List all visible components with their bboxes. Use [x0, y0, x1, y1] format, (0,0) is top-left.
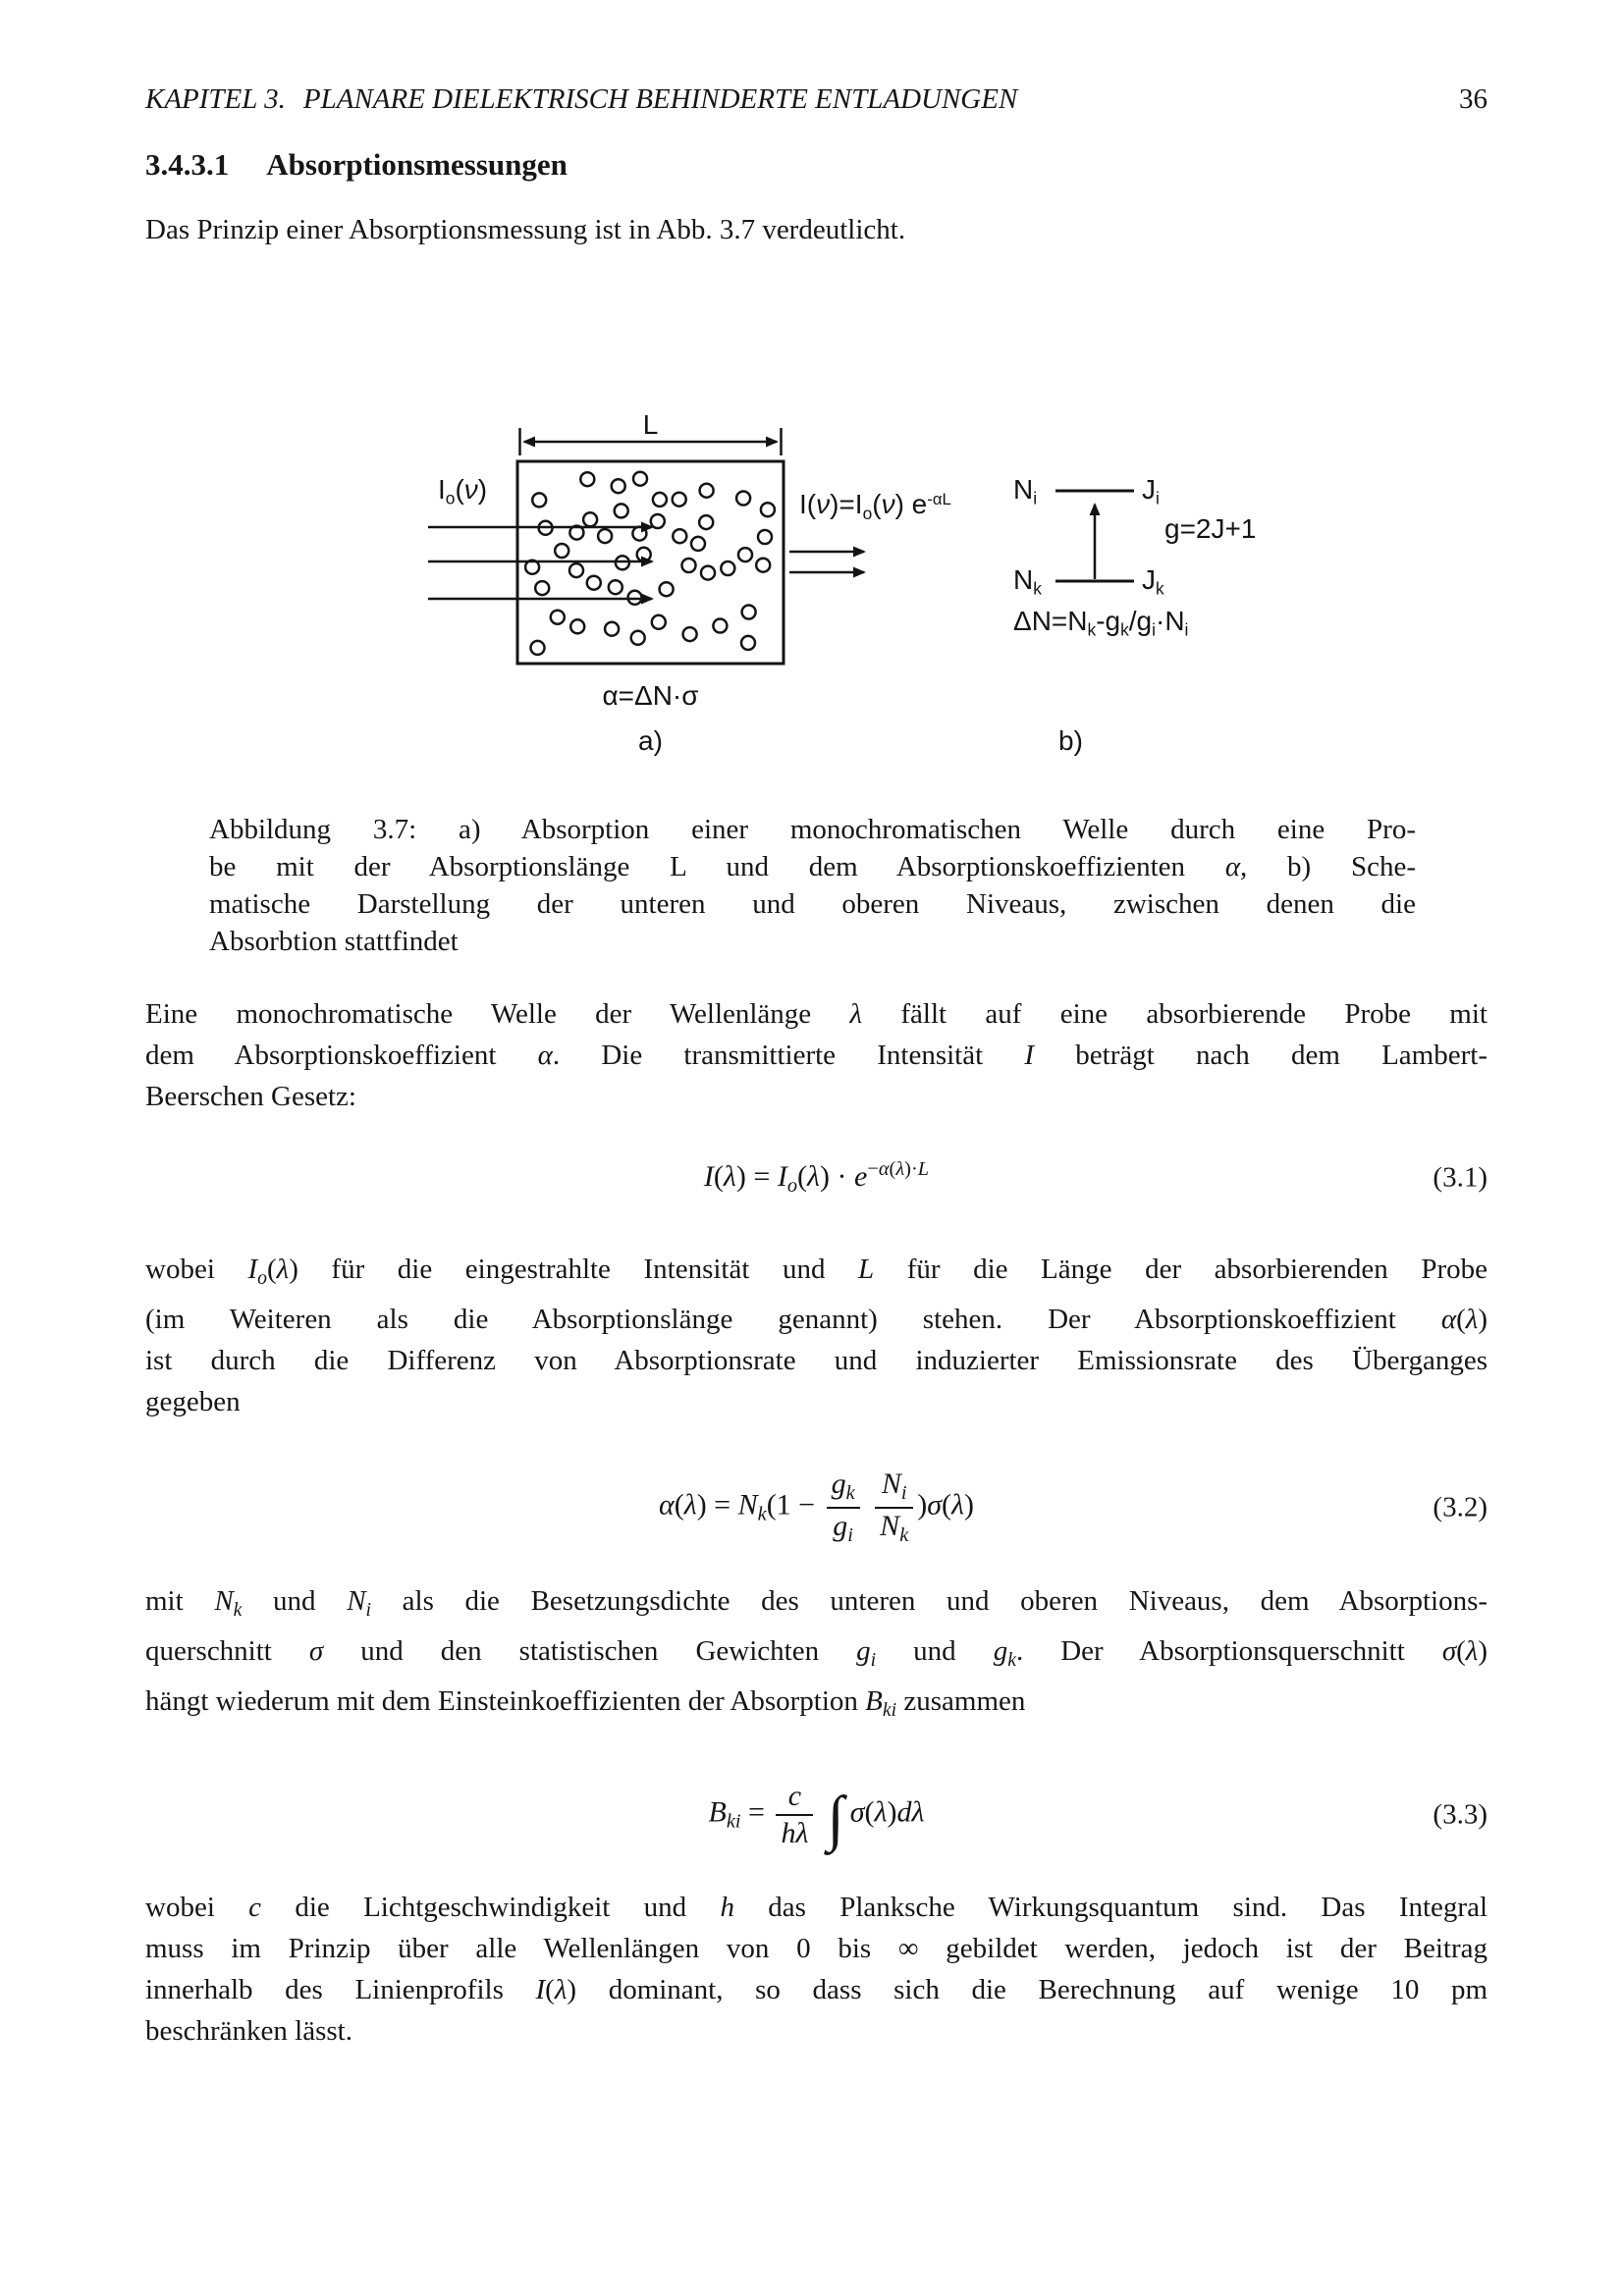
section-heading [145, 147, 1488, 183]
paragraph-lambert-beer [145, 993, 1488, 1117]
page-header [145, 83, 1488, 115]
text-line: Abbildung 3.7: a) Absorption einer monochromatischen Welle durch eine Pro- [209, 814, 1416, 845]
text-line: mit $N_k$ und $N_i$ als die Besetzungsdichte des unteren und oberen Niveaus, dem Absorptions- [145, 1584, 1488, 1621]
text-line: beschränken lässt. [145, 2014, 352, 2047]
text-line: gegeben [145, 1385, 241, 1417]
equation-3-3-number: (3.3) [1433, 1798, 1488, 1831]
transmitted-intensity-label: I(ν)=Io(ν) $e^{-\alpha L}$ [799, 489, 951, 523]
subfigure-b-tag: b) [1058, 725, 1083, 756]
text-line: muss im Prinzip über alle Wellenlängen von 0 bis ∞ gebildet werden, jedoch ist der Beitrag [145, 1932, 1488, 1964]
text-line: Das Prinzip einer Absorptionsmessung ist in Abb. 3.7 verdeutlicht. [145, 214, 906, 245]
upper-level-j-label: Ji [1142, 474, 1160, 508]
incident-intensity-label: Io(ν) [438, 474, 488, 508]
text-line: Eine monochromatische Welle der Wellenlänge λ fällt auf eine absorbierende Probe mit [145, 998, 1488, 1030]
equation-3-1-body: $I(\lambda) = I_o(\lambda) \cdot e^{-\alpha(\lambda)\cdot L}$ [703, 1157, 930, 1198]
page-number: 36 [1459, 83, 1488, 115]
equation-3-2 [145, 1450, 1488, 1566]
text-line: innerhalb des Linienprofils I(λ) dominant, so dass sich die Berechnung auf wenige 10 pm [145, 1973, 1488, 2005]
equation-3-3 [145, 1756, 1488, 1874]
figure-caption [209, 811, 1416, 960]
absorption-coefficient-label: α=ΔN·σ [602, 680, 699, 711]
text-line: matische Darstellung der unteren und oberen Niveaus, zwischen denen die [209, 888, 1416, 920]
text-line: hängt wiederum mit dem Einsteinkoeffizienten der Absorption $B_{ki}$ zusammen [145, 1684, 1026, 1721]
text-line: querschnitt σ und den statistischen Gewichten $g_i$ und $g_k$. Der Absorptionsquerschnitt σ(λ) [145, 1634, 1488, 1671]
lower-level-j-label: Jk [1142, 564, 1164, 599]
chapter-title: PLANARE DIELEKTRISCH BEHINDERTE ENTLADUNGEN [302, 83, 1018, 115]
figure-3-7 [145, 409, 1488, 771]
section-title: Absorptionsmessungen [266, 147, 568, 182]
equation-3-2-body: $\alpha(\lambda) = N_k(1$ − $\frac{g_k}{g_i}$ $\frac{N_i}{N_k}$ )σ(λ) [658, 1468, 975, 1547]
paragraph-absorption-coefficient [145, 1249, 1488, 1422]
paragraph-einstein-coefficient [145, 1580, 1488, 1731]
equation-3-1 [145, 1147, 1488, 1209]
text-line: Beerschen Gesetz: [145, 1081, 356, 1112]
text-line: Absorbtion stattfindet [209, 926, 459, 957]
degeneracy-label: g=2J+1 [1164, 513, 1257, 544]
lower-level-population-label: Nk [1013, 564, 1042, 599]
chapter-number: KAPITEL 3. [145, 83, 286, 115]
equation-3-2-number: (3.2) [1433, 1491, 1488, 1523]
equation-3-1-number: (3.1) [1433, 1161, 1488, 1194]
upper-level-population-label: Ni [1013, 474, 1038, 508]
subfigure-a-tag: a) [638, 725, 663, 756]
intro-paragraph [145, 209, 1488, 250]
running-head [145, 83, 1017, 115]
text-line: ist durch die Differenz von Absorptionsrate und induzierter Emissionsrate des Überganges [145, 1344, 1488, 1376]
figure-illustration [145, 409, 1488, 771]
text-line: wobei $I_o(\lambda)$ für die eingestrahlte Intensität und L für die Länge der absorbierenden Probe [145, 1254, 1488, 1289]
equation-3-3-body: $B_{ki}$ = $\frac{c}{h\lambda}$ ∫ σ(λ)dλ [708, 1780, 925, 1853]
text-line: wobei c die Lichtgeschwindigkeit und h das Planksche Wirkungsquantum sind. Das Integral [145, 1891, 1488, 1923]
section-number: 3.4.3.1 [145, 147, 230, 182]
text-line: (im Weiteren als die Absorptionslänge genannt) stehen. Der Absorptionskoeffizient α(λ) [145, 1303, 1488, 1335]
population-difference-label: ΔN=Nk-gk/gi·Ni [1013, 606, 1189, 640]
length-label: L [642, 409, 659, 440]
paragraph-integral [145, 1887, 1488, 2052]
text-line: dem Absorptionskoeffizient α. Die transmittierte Intensität I beträgt nach dem Lambert- [145, 1040, 1488, 1071]
text-line: be mit der Absorptionslänge L und dem Absorptionskoeffizienten α, b) Sche- [209, 851, 1416, 882]
